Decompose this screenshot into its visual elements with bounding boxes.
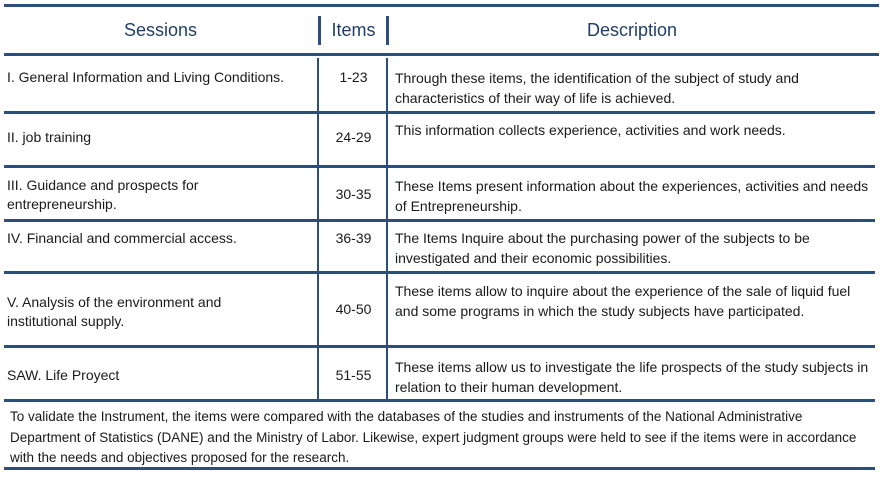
- header-top-rule: [4, 4, 879, 7]
- items-cell: 36-39: [335, 230, 372, 246]
- description-cell: This information collects experience, activities and work needs.: [395, 122, 786, 138]
- description-cell: These items allow to inquire about the experience of the sale of liquid fuel and some programs in which the study subjects have participated.: [395, 283, 851, 319]
- header-bottom-rule: [4, 53, 879, 56]
- column-divider: [386, 274, 388, 345]
- table-row: [4, 274, 875, 348]
- table-row: [4, 222, 875, 274]
- column-divider: [386, 168, 388, 219]
- header-sessions: Sessions: [123, 20, 198, 40]
- table-row: [4, 58, 875, 114]
- description-cell: Through these items, the identification of the subject of study and characteristics of their way of life is achieved.: [395, 70, 799, 106]
- column-divider: [386, 114, 388, 165]
- session-cell: III. Guidance and prospects for entrepreneurship.: [7, 177, 199, 212]
- column-divider: [386, 222, 388, 271]
- description-cell: The Items Inquire about the purchasing power of the subjects to be investigated and their economic possibilities.: [395, 230, 810, 266]
- note-text: To validate the Instrument, the items were compared with the databases of the studies and instruments of the National Administrative Department of Statistics (DANE) and the Ministry of Labor. Likewise, expert judgment groups were held to see if the items were in accordance with the needs and objectives proposed for the research.: [10, 409, 857, 465]
- table-row: [4, 348, 875, 402]
- table-note: [4, 402, 875, 470]
- items-cell: 1-23: [339, 69, 368, 85]
- items-cell: 24-29: [335, 129, 372, 145]
- column-divider: [317, 168, 319, 219]
- session-cell: V. Analysis of the environment and institutional supply.: [7, 294, 222, 329]
- items-cell: 40-50: [335, 301, 372, 317]
- header-description: Description: [586, 20, 678, 40]
- table-row: [4, 168, 875, 222]
- column-divider: [317, 58, 319, 111]
- session-cell: I. General Information and Living Conditions.: [7, 69, 285, 85]
- column-divider: [386, 348, 388, 399]
- column-divider: [386, 58, 388, 111]
- description-cell: These Items present information about the experiences, activities and needs of Entrepreneurship.: [395, 178, 869, 214]
- table-header: [0, 0, 883, 58]
- items-cell: 51-55: [335, 367, 372, 383]
- session-cell: SAW. Life Proyect: [7, 367, 120, 383]
- column-divider: [317, 114, 319, 165]
- session-cell: II. job training: [7, 129, 92, 145]
- session-cell: IV. Financial and commercial access.: [7, 230, 237, 246]
- column-divider: [317, 222, 319, 271]
- table-row: [4, 114, 875, 168]
- items-cell: 30-35: [335, 186, 372, 202]
- description-cell: These items allow us to investigate the life prospects of the study subjects in relation to their human development.: [395, 359, 869, 395]
- header-items: Items: [331, 20, 376, 40]
- column-divider: [317, 348, 319, 399]
- note-bottom-rule: [4, 467, 875, 470]
- column-divider: [317, 274, 319, 345]
